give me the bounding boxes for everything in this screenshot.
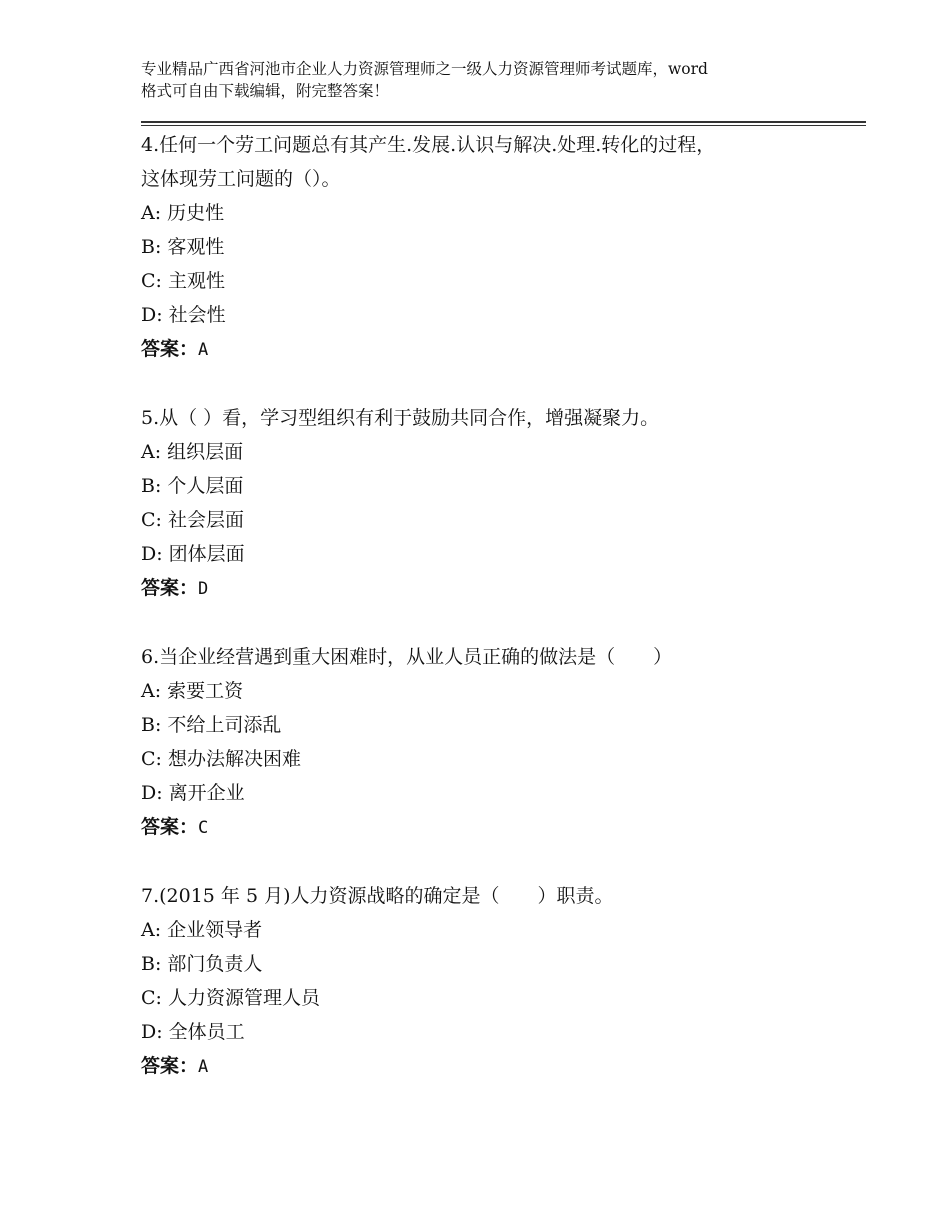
answer-value: C: [198, 818, 209, 838]
answer-label: 答案：: [141, 1055, 199, 1077]
answer-value: D: [198, 579, 209, 599]
header-rule-top: [141, 121, 866, 123]
option-b: B: 部门负责人: [141, 953, 263, 975]
question-stem: 5.从（ ）看，学习型组织有利于鼓励共同合作，增强凝聚力。: [141, 407, 660, 429]
question-7: [141, 879, 841, 1084]
header-line-1: 专业精品广西省河池市企业人力资源管理师之一级人力资源管理师考试题库，word: [141, 60, 708, 78]
option-a: A: 企业领导者: [141, 919, 263, 941]
header-rule-bottom: [141, 125, 866, 126]
question-stem: 6.当企业经营遇到重大困难时，从业人员正确的做法是（ ）: [141, 646, 673, 668]
question-stem: 4.任何一个劳工问题总有其产生.发展.认识与解决.处理.转化的过程，: [141, 134, 716, 156]
answer-line: [141, 1049, 841, 1084]
option-c: C: 人力资源管理人员: [141, 987, 320, 1009]
answer-label: 答案：: [141, 577, 199, 599]
option-a: A: 组织层面: [141, 441, 244, 463]
answer-value: A: [198, 1057, 209, 1077]
answer-label: 答案：: [141, 338, 199, 360]
question-stem: 7.(2015 年 5 月)人力资源战略的确定是（ ）职责。: [141, 885, 614, 907]
answer-line: [141, 571, 841, 606]
option-c: C: 社会层面: [141, 509, 244, 531]
option-b: B: 不给上司添乱: [141, 714, 282, 736]
option-d: D: 离开企业: [141, 782, 245, 804]
option-d: D: 团体层面: [141, 543, 245, 565]
option-a: A: 索要工资: [141, 680, 244, 702]
answer-line: [141, 810, 841, 845]
option-b: B: 个人层面: [141, 475, 244, 497]
option-a: A: 历史性: [141, 202, 225, 224]
question-stem-continued: 这体现劳工问题的（）。: [141, 168, 341, 190]
question-4: [141, 128, 841, 367]
option-d: D: 社会性: [141, 304, 226, 326]
answer-label: 答案：: [141, 816, 199, 838]
question-list: [141, 128, 841, 1084]
answer-value: A: [198, 340, 209, 360]
question-6: [141, 640, 841, 845]
option-c: C: 主观性: [141, 270, 225, 292]
option-d: D: 全体员工: [141, 1021, 245, 1043]
option-b: B: 客观性: [141, 236, 225, 258]
question-5: [141, 401, 841, 606]
answer-line: [141, 332, 841, 367]
option-c: C: 想办法解决困难: [141, 748, 301, 770]
document-header: [141, 58, 841, 102]
header-line-2: 格式可自由下载编辑，附完整答案！: [141, 82, 390, 100]
